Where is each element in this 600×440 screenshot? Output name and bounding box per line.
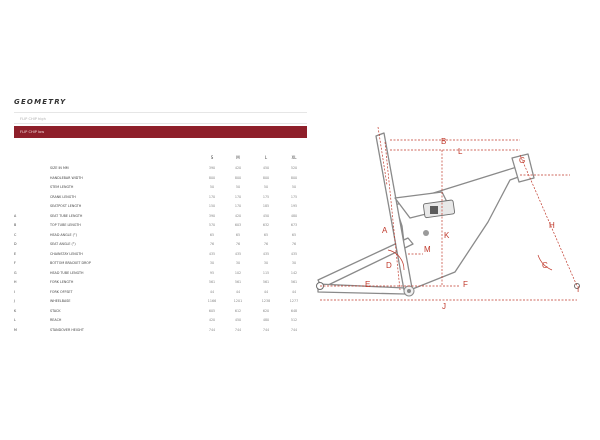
value-m: 44 xyxy=(235,289,241,294)
row-label: WHEELBASE xyxy=(50,299,71,303)
label-h: H xyxy=(549,221,555,230)
column-header-xl: XL xyxy=(291,155,297,160)
label-c: C xyxy=(542,261,548,270)
value-s: 44 xyxy=(209,289,215,294)
value-xl: 673 xyxy=(290,223,298,227)
label-e: E xyxy=(365,280,371,289)
table-row xyxy=(0,318,310,327)
label-f: F xyxy=(463,280,468,289)
row-label: HANDLEBAR WIDTH xyxy=(50,175,83,180)
section-title: GEOMETRY xyxy=(14,98,67,106)
value-xl: 520 xyxy=(290,166,298,170)
table-row xyxy=(0,233,310,242)
row-label: CRANK LENGTH xyxy=(50,194,76,199)
table-row xyxy=(0,185,310,194)
row-label: STANDOVER HEIGHT xyxy=(50,327,84,332)
row-letter: L xyxy=(14,318,16,322)
value-l: 44 xyxy=(263,289,269,294)
table-row xyxy=(0,271,310,280)
table-row xyxy=(0,166,310,175)
value-s: 561 xyxy=(208,280,216,284)
value-xl: 435 xyxy=(290,251,298,256)
row-letter: J xyxy=(14,299,15,303)
row-letter: A xyxy=(14,213,17,218)
value-m: 30 xyxy=(235,261,241,265)
table-row xyxy=(0,176,310,185)
value-m: 420 xyxy=(234,213,242,218)
value-xl: 30 xyxy=(291,261,297,265)
flip-chip-low-tab[interactable]: FLIP CHIP low xyxy=(14,126,307,138)
row-label: STACK xyxy=(50,308,61,313)
value-s: 800 xyxy=(208,175,216,180)
value-s: 390 xyxy=(208,213,216,218)
label-j: J xyxy=(442,302,446,311)
value-l: 65 xyxy=(263,232,269,237)
row-letter: D xyxy=(14,242,17,246)
value-l: 435 xyxy=(262,251,270,256)
value-m: 744 xyxy=(234,327,242,332)
value-xl: 195 xyxy=(290,204,298,208)
table-row xyxy=(0,214,310,223)
value-xl: 512 xyxy=(290,318,298,322)
value-m: 76 xyxy=(235,242,241,246)
value-s: 390 xyxy=(208,166,216,170)
table-row xyxy=(0,309,310,318)
value-l: 115 xyxy=(262,270,270,275)
value-s: 170 xyxy=(208,194,216,199)
label-m: M xyxy=(424,245,431,254)
value-l: 561 xyxy=(262,280,270,284)
value-l: 76 xyxy=(263,242,269,246)
value-m: 450 xyxy=(234,318,242,322)
value-s: 50 xyxy=(209,185,215,189)
value-l: 175 xyxy=(262,194,270,199)
row-label: SEAT TUBE LENGTH xyxy=(50,213,83,218)
value-l: 480 xyxy=(262,318,270,322)
row-label: FORK LENGTH xyxy=(50,280,74,284)
row-label: SEATPOST LENGTH xyxy=(50,204,82,208)
flip-chip-high-tab[interactable]: FLIP CHIP high xyxy=(14,112,307,124)
row-letter: F xyxy=(14,261,16,265)
row-label: HEAD ANGLE (°) xyxy=(50,232,77,237)
table-row xyxy=(0,280,310,289)
row-letter: M xyxy=(14,327,17,332)
value-s: 1166 xyxy=(207,299,217,303)
value-xl: 76 xyxy=(291,242,297,246)
value-m: 561 xyxy=(234,280,242,284)
row-label: BOTTOM BRACKET DROP xyxy=(50,261,91,265)
value-l: 450 xyxy=(262,166,270,170)
bottom-bracket xyxy=(404,286,414,296)
row-label: SIZE IN MM xyxy=(50,166,69,170)
value-m: 435 xyxy=(234,251,242,256)
value-s: 95 xyxy=(209,270,215,275)
value-l: 744 xyxy=(262,327,270,332)
row-letter: I xyxy=(14,289,15,294)
value-l: 30 xyxy=(263,261,269,265)
row-letter: G xyxy=(14,270,17,275)
value-l: 620 xyxy=(262,308,270,313)
value-m: 800 xyxy=(234,175,242,180)
table-row xyxy=(0,328,310,337)
value-l: 800 xyxy=(262,175,270,180)
value-s: 30 xyxy=(209,261,215,265)
value-m: 50 xyxy=(235,185,241,189)
table-row xyxy=(0,204,310,213)
bike-geometry-diagram xyxy=(310,95,600,325)
row-label: HEAD TUBE LENGTH xyxy=(50,270,84,275)
value-s: 420 xyxy=(208,318,216,322)
value-xl: 44 xyxy=(291,289,297,294)
value-m: 170 xyxy=(234,194,242,199)
value-s: 150 xyxy=(208,204,216,208)
table-row xyxy=(0,252,310,261)
value-l: 450 xyxy=(262,213,270,218)
value-xl: 744 xyxy=(290,327,298,332)
value-xl: 648 xyxy=(290,308,298,313)
value-s: 570 xyxy=(208,223,216,227)
label-k: K xyxy=(444,231,450,240)
label-i: I xyxy=(577,285,580,294)
row-label: SEAT ANGLE (°) xyxy=(50,242,76,246)
value-s: 435 xyxy=(208,251,216,256)
column-header-s: S xyxy=(210,155,214,160)
value-l: 1238 xyxy=(261,299,271,303)
value-l: 632 xyxy=(262,223,270,227)
value-l: 50 xyxy=(263,185,269,189)
row-label: CHAINSTAY LENGTH xyxy=(50,251,83,256)
row-label: REACH xyxy=(50,318,62,322)
value-s: 76 xyxy=(209,242,215,246)
row-letter: C xyxy=(14,232,17,237)
value-m: 102 xyxy=(234,270,242,275)
row-label: TOP TUBE LENGTH xyxy=(50,223,81,227)
label-l: L xyxy=(458,147,463,156)
value-m: 65 xyxy=(235,232,241,237)
label-g: G xyxy=(519,156,526,165)
value-xl: 480 xyxy=(290,213,298,218)
row-letter: B xyxy=(14,223,17,227)
value-m: 1201 xyxy=(233,299,243,303)
value-xl: 1277 xyxy=(289,299,299,303)
value-xl: 800 xyxy=(290,175,298,180)
chain-stay xyxy=(318,284,405,294)
value-l: 185 xyxy=(262,204,270,208)
value-s: 65 xyxy=(209,232,215,237)
value-m: 612 xyxy=(234,308,242,313)
table-row xyxy=(0,242,310,251)
table-row xyxy=(0,261,310,270)
label-d: D xyxy=(386,261,392,270)
row-label: STEM LENGTH xyxy=(50,185,74,189)
column-header-l: L xyxy=(264,155,268,160)
value-m: 420 xyxy=(234,166,242,170)
value-xl: 561 xyxy=(290,280,298,284)
label-b: B xyxy=(441,137,447,146)
value-s: 605 xyxy=(208,308,216,313)
value-s: 744 xyxy=(208,327,216,332)
table-row xyxy=(0,299,310,308)
value-m: 170 xyxy=(234,204,242,208)
column-header-m: M xyxy=(236,155,240,160)
table-row xyxy=(0,195,310,204)
value-xl: 142 xyxy=(290,270,298,275)
label-a: A xyxy=(382,226,388,235)
row-label: FORK OFFSET xyxy=(50,289,73,294)
value-m: 603 xyxy=(234,223,242,227)
table-row xyxy=(0,290,310,299)
front-triangle xyxy=(395,166,524,290)
table-row xyxy=(0,223,310,232)
value-xl: 50 xyxy=(291,185,297,189)
value-xl: 175 xyxy=(290,194,298,199)
row-letter: H xyxy=(14,280,17,284)
row-letter: E xyxy=(14,251,17,256)
row-letter: K xyxy=(14,308,17,313)
value-xl: 65 xyxy=(291,232,297,237)
